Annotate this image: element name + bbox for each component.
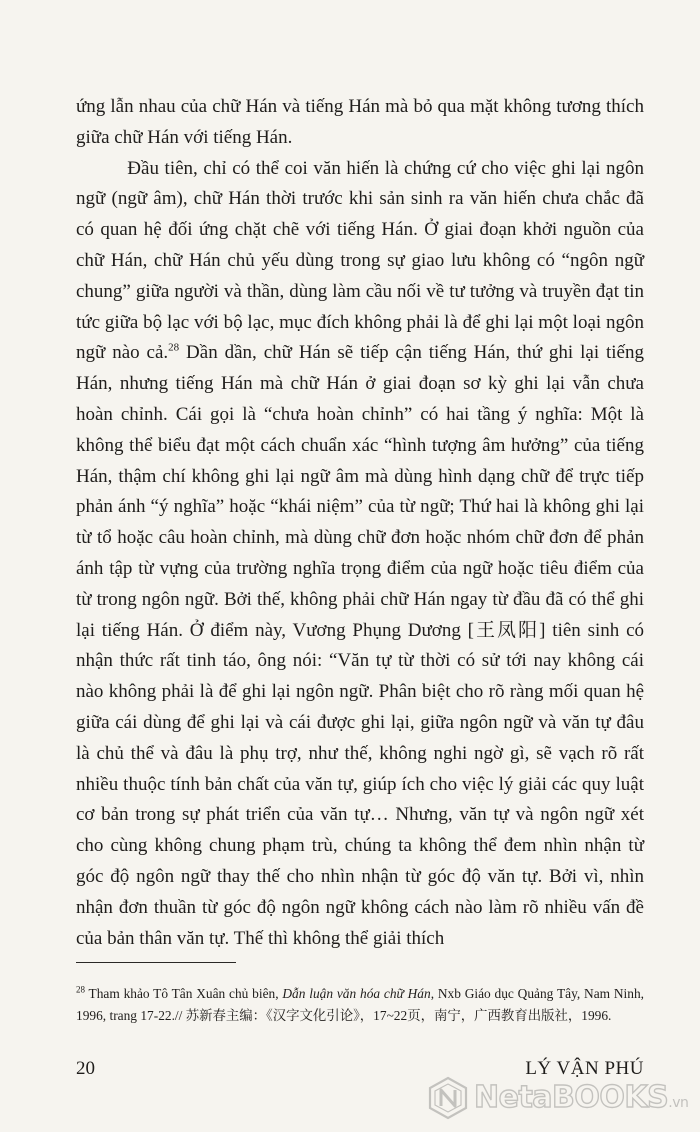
watermark-domain-suffix: .vn [668, 1095, 689, 1111]
paragraph-main-part2: Dần dần, chữ Hán sẽ tiếp cận tiếng Hán, thứ ghi lại tiếng Hán, nhưng tiếng Hán mà chữ Hán ở giai đoạn sơ kỳ ghi lại vẫn chưa hoàn chỉnh. Cái gọi là “chưa hoàn chỉnh” có hai tầng ý nghĩa: Một là không thể biểu đạt một cách chuẩn xác “hình tượng âm hưởng” của tiếng Hán, thậm chí không ghi lại ngữ âm mà dùng hình dạng chữ để trực tiếp phản ánh “ý nghĩa” hoặc “khái niệm” của từ ngữ; Thứ hai là không ghi lại từ tổ hoặc câu hoàn chỉnh, mà dùng chữ đơn hoặc nhóm chữ đơn để phản ánh tập từ vựng của trường nghĩa trọng điểm của ngữ hoặc tiêu điểm của từ trong ngôn ngữ. Bởi thế, không phải chữ Hán ngay từ đầu đã có thể ghi lại tiếng Hán. Ở điểm này, Vương Phụng Dương [王凤阳] tiên sinh có nhận thức rất tinh táo, ông nói: “Văn tự từ thời có sử tới nay không cái nào không phải là để ghi lại ngôn ngữ. Phân biệt cho rõ ràng mối quan hệ giữa cái dùng để ghi lại và cái được ghi lại, giữa ngôn ngữ và văn tự đâu là chủ thể và đâu là phụ trợ, như thế, không nghi ngờ gì, sẽ vạch rõ rất nhiều thuộc tính bản chất của văn tự, giúp ích cho việc lý giải các quy luật cơ bản trong sự phát triển của văn tự… Nhưng, văn tự và ngôn ngữ xét cho cùng không chung phạm trù, chúng ta không thể đem nhìn nhận từ góc độ ngôn ngữ thay thế cho nhìn nhận từ góc độ văn tự. Bởi vì, nhìn nhận đơn thuần từ góc độ ngôn ngữ không cách nào làm rõ nhiều vấn đề của bản thân văn tự. Thế thì không thể giải thích [76, 342, 644, 949]
page-number: 20 [76, 1058, 95, 1079]
watermark [426, 1076, 692, 1126]
footnote-book-title: Dẫn luận văn hóa chữ Hán [282, 986, 431, 1001]
watermark-brand [474, 1080, 688, 1115]
footnote [76, 983, 644, 1027]
paragraph-continued: ứng lẫn nhau của chữ Hán và tiếng Hán mà bỏ qua mặt không tương thích giữa chữ Hán với tiếng Hán. [76, 96, 644, 148]
watermark-brand-name: NetaBOOKS [474, 1080, 669, 1115]
running-footer-author: LÝ VẬN PHÚ [525, 1058, 644, 1079]
footnote-text-end: , Nxb Giáo dục Quảng Tây, Nam Ninh, 1996, trang 17-22.// 苏新春主编：《汉字文化引论》，17~22页，南宁，广西教育出版社，1996. [76, 986, 644, 1023]
netabooks-logo-icon [426, 1076, 470, 1120]
footnote-text-start: Tham khảo Tô Tân Xuân chủ biên, [85, 986, 283, 1001]
body-text [76, 92, 644, 954]
footnote-divider [76, 962, 236, 963]
footnote-number: 28 [76, 984, 85, 995]
footnote-reference[interactable]: 28 [168, 342, 180, 355]
paragraph-main-part1: Đầu tiên, chỉ có thể coi văn hiến là chứng cứ cho việc ghi lại ngôn ngữ (ngữ âm), chữ Hán thời trước khi sản sinh ra văn hiến chưa chắc đã có quan hệ đối ứng chặt chẽ với tiếng Hán. Ở giai đoạn khởi nguồn của chữ Hán, chữ Hán chủ yếu dùng trong sự giao lưu không có “ngôn ngữ chung” giữa người và thần, dùng làm cầu nối về tư tưởng và truyền đạt tin tức giữa bộ lạc với bộ lạc, mục đích không phải là để ghi lại một loại ngôn ngữ nào cả. [76, 157, 644, 364]
paragraph-main [76, 154, 644, 955]
